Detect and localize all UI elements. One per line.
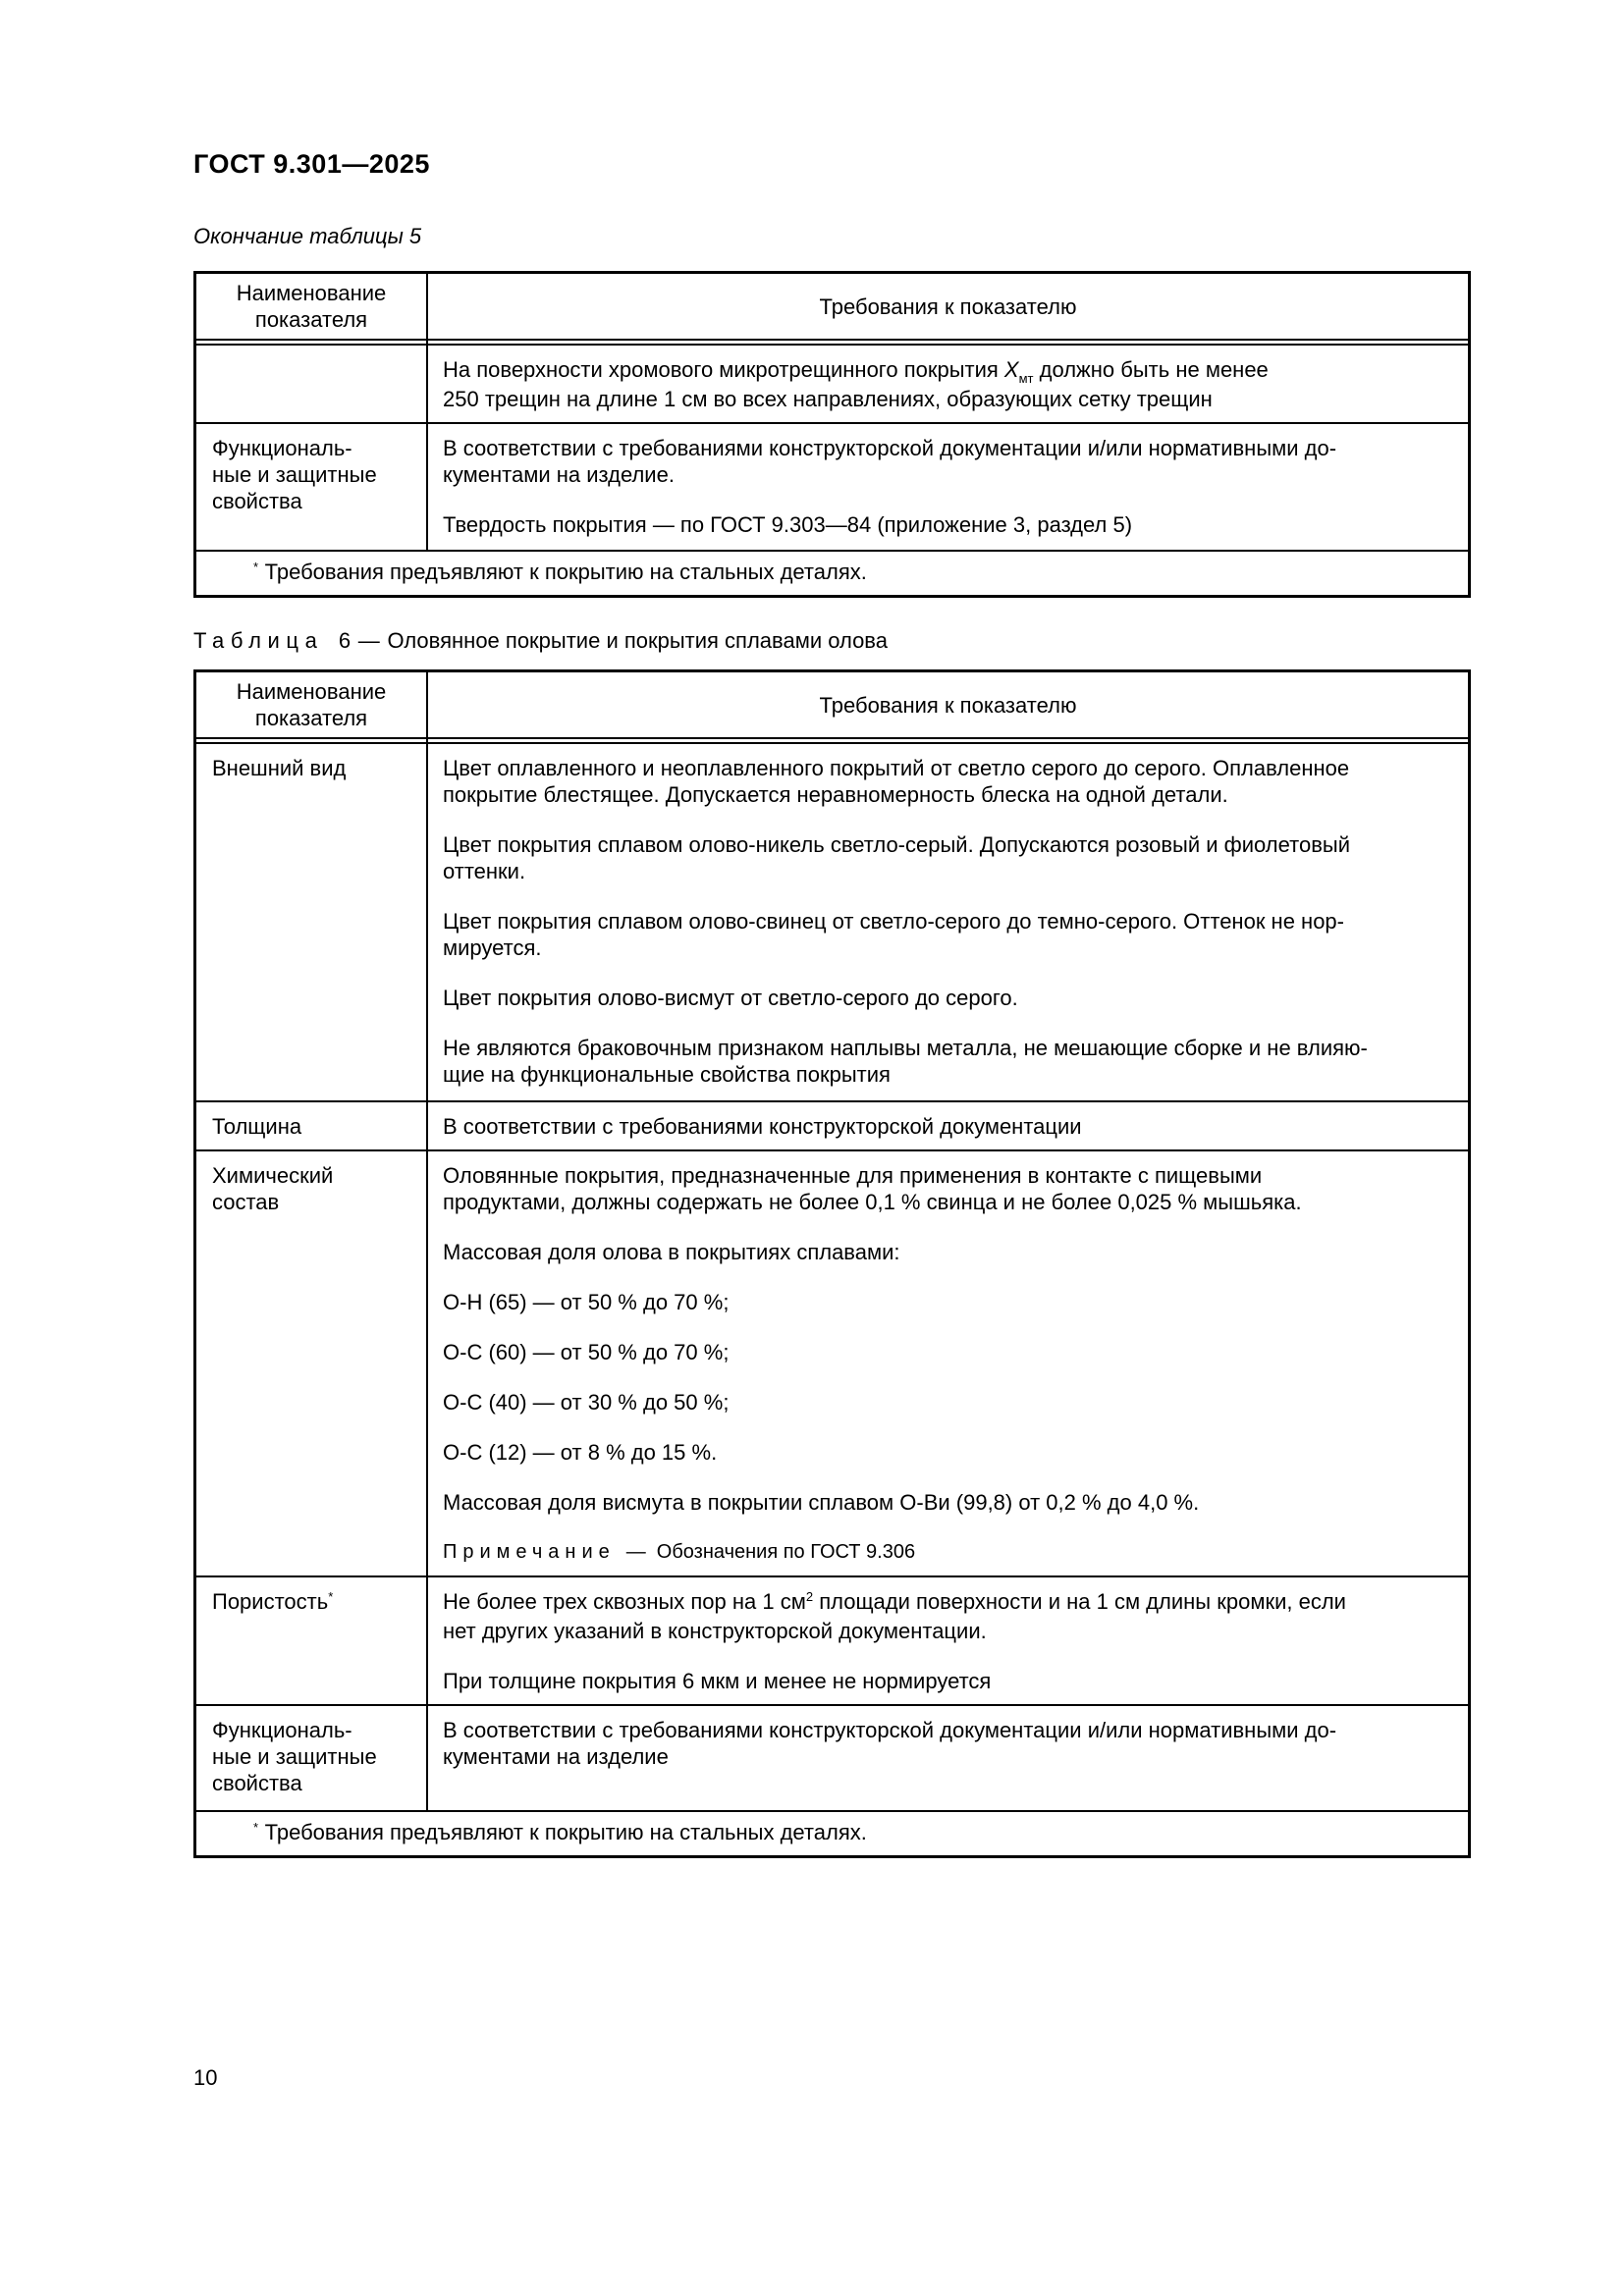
paragraph: О-С (12) — от 8 % до 15 %.	[443, 1440, 718, 1465]
paragraph: Цвет оплавленного и неоплавленного покрытий от светло серого до серого. Оплавленное покрытие блестящее. Допускается неравномерность блеска на одной детали.	[443, 756, 1350, 807]
table6	[193, 669, 1471, 1858]
cell-name-empty	[196, 346, 428, 422]
footnote-text: Требования предъявляют к покрытию на стальных деталях.	[264, 560, 867, 584]
paragraph: Оловянные покрытия, предназначенные для применения в контакте с пищевыми продуктами, должны содержать не более 0,1 % свинца и не более 0,025 % мышьяка.	[443, 1163, 1302, 1214]
table5-footnote-row	[196, 550, 1468, 595]
cell-requirements	[428, 1706, 1468, 1810]
table-row-functional-properties	[196, 1704, 1468, 1810]
table6-caption-label: Таблица	[193, 628, 324, 653]
table-row-thickness	[196, 1100, 1468, 1149]
cell-name: Функциональ- ные и защитные свойства	[196, 424, 428, 550]
cell-name: Толщина	[196, 1102, 428, 1149]
table5-continuation-label: Окончание таблицы 5	[193, 224, 422, 248]
cell-name	[196, 1577, 428, 1704]
footnote-marker: *	[253, 560, 259, 574]
paragraph	[443, 1588, 1450, 1644]
paragraph: О-С (60) — от 50 % до 70 %;	[443, 1340, 730, 1364]
porosity-label: Пористость	[212, 1589, 329, 1614]
footnote	[196, 1815, 885, 1852]
cell-name: Функциональ- ные и защитные свойства	[196, 1706, 428, 1810]
note-label: Примечание	[443, 1541, 616, 1563]
paragraph: Цвет покрытия сплавом олово-свинец от светло-серого до темно-серого. Оттенок не нор- мируется.	[443, 909, 1344, 960]
paragraph: Массовая доля олова в покрытиях сплавами:	[443, 1240, 900, 1264]
table-row-appearance	[196, 742, 1468, 1100]
table6-header-row	[196, 672, 1468, 737]
req-text-after-variable: должно быть не менее 250 трещин на длине 1 см во всех направлениях, образующих сетку трещин	[443, 357, 1269, 411]
page-number: 10	[193, 2065, 218, 2090]
text-before-superscript: Не более трех сквозных пор на 1 см	[443, 1589, 806, 1614]
paragraph: Цвет покрытия сплавом олово-никель светло-серый. Допускаются розовый и фиолетовый оттенки.	[443, 832, 1350, 883]
superscript-2: 2	[805, 1589, 814, 1604]
text-after-superscript: площади поверхности и на 1 см длины кромки, если нет других указаний в конструкторской документации.	[443, 1589, 1346, 1643]
variable-x: Х	[1003, 357, 1019, 382]
footnote-text: Требования предъявляют к покрытию на стальных деталях.	[264, 1820, 867, 1844]
doc-code: ГОСТ 9.301—2025	[193, 149, 430, 179]
note-paragraph	[443, 1539, 1450, 1566]
table6-caption-number: 6	[338, 628, 352, 653]
cell-requirements	[428, 346, 1468, 422]
paragraph: В соответствии с требованиями конструкторской документации	[443, 1114, 1082, 1139]
cell-requirements	[428, 1151, 1468, 1575]
table6-footnote-row	[196, 1810, 1468, 1855]
table6-caption-title: Оловянное покрытие и покрытия сплавами олова	[387, 628, 888, 653]
table5-header-name: Наименование показателя	[196, 274, 428, 339]
porosity-footnote-marker: *	[328, 1589, 334, 1604]
table-row-chemical-composition	[196, 1149, 1468, 1575]
table5-header-row	[196, 274, 1468, 339]
paragraph: Не являются браковочным признаком наплывы металла, не мешающие сборке и не влияю- щие на функциональные свойства покрытия	[443, 1036, 1368, 1087]
table6-caption-dash: —	[357, 628, 380, 653]
req-text-before-variable: На поверхности хромового микротрещинного покрытия	[443, 357, 1004, 382]
paragraph: Цвет покрытия олово-висмут от светло-серого до серого.	[443, 986, 1018, 1010]
paragraph	[443, 356, 1450, 412]
paragraph: В соответствии с требованиями конструкторской документации и/или нормативными до- кументами на изделие	[443, 1718, 1337, 1769]
note-text: Обозначения по ГОСТ 9.306	[656, 1541, 916, 1563]
paragraph: О-Н (65) — от 50 % до 70 %;	[443, 1290, 730, 1314]
paragraph: Массовая доля висмута в покрытии сплавом О-Ви (99,8) от 0,2 % до 4,0 %.	[443, 1490, 1200, 1515]
table6-header-requirements: Требования к показателю	[819, 692, 1077, 718]
header-double-rule	[196, 737, 1468, 742]
footnote-marker: *	[253, 1820, 259, 1835]
note-dash: —	[625, 1541, 646, 1563]
paragraph: Твердость покрытия — по ГОСТ 9.303—84 (приложение 3, раздел 5)	[443, 512, 1133, 537]
table5-continuation	[193, 271, 1471, 598]
paragraph: О-С (40) — от 30 % до 50 %;	[443, 1390, 730, 1415]
table-row-porosity	[196, 1575, 1468, 1704]
table-row-microcrack	[196, 344, 1468, 422]
cell-requirements	[428, 1102, 1468, 1149]
cell-name: Внешний вид	[196, 744, 428, 1100]
cell-requirements	[428, 424, 1468, 550]
cell-name: Химический состав	[196, 1151, 428, 1575]
table6-caption	[193, 628, 888, 654]
paragraph: При толщине покрытия 6 мкм и менее не нормируется	[443, 1669, 992, 1693]
cell-requirements	[428, 1577, 1468, 1704]
table6-header-name: Наименование показателя	[196, 672, 428, 737]
table-row-functional-properties	[196, 422, 1468, 550]
paragraph: В соответствии с требованиями конструкторской документации и/или нормативными до- кументами на изделие.	[443, 436, 1337, 487]
subscript-mt: мт	[1018, 371, 1034, 386]
table5-header-requirements: Требования к показателю	[819, 294, 1077, 319]
header-double-rule	[196, 339, 1468, 344]
footnote	[196, 555, 885, 592]
cell-requirements	[428, 744, 1468, 1100]
